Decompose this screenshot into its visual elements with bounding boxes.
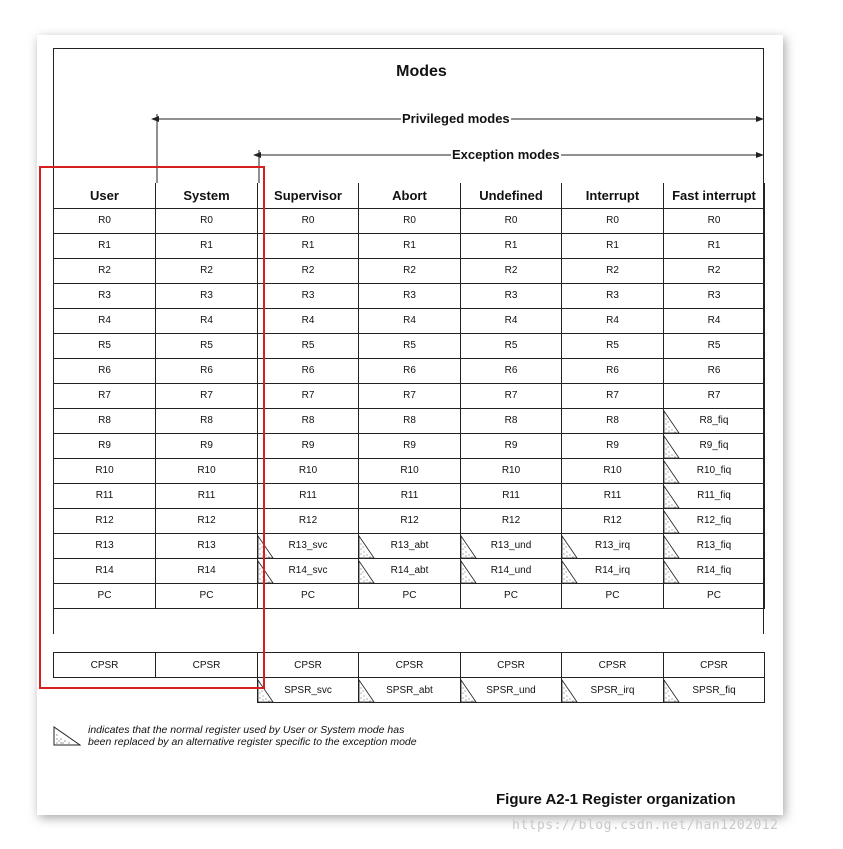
register-name: R8 xyxy=(504,415,518,426)
register-name: R8 xyxy=(606,415,619,426)
register-name: R13_irq xyxy=(594,540,631,551)
register-cell xyxy=(461,433,562,458)
legend-line-1: indicates that the normal register used by User or System mode has xyxy=(88,724,405,736)
register-cell xyxy=(359,433,461,458)
register-name: R0 xyxy=(98,215,111,226)
register-name: R7 xyxy=(200,390,213,401)
register-name: R5 xyxy=(301,340,315,351)
banked-register-marker-icon xyxy=(461,534,477,559)
register-name: R6 xyxy=(200,365,213,376)
register-cell xyxy=(359,358,461,383)
register-cell xyxy=(461,583,562,608)
register-name: R14 xyxy=(197,565,216,576)
register-name: R12_fiq xyxy=(696,515,732,526)
register-name: PC xyxy=(97,590,112,601)
register-cell xyxy=(359,258,461,283)
register-name: R14_abt xyxy=(390,565,429,576)
register-cell xyxy=(664,483,765,508)
register-name: R12 xyxy=(298,515,318,526)
register-name: R9 xyxy=(606,440,619,451)
spsr-cell xyxy=(562,678,664,703)
register-name: R13_svc xyxy=(288,540,328,551)
register-name: R12 xyxy=(400,515,419,526)
register-name: R9 xyxy=(504,440,518,451)
register-name: R8 xyxy=(301,415,315,426)
register-name: R3 xyxy=(606,290,619,301)
register-name: R14_und xyxy=(490,565,532,576)
register-name: R13_abt xyxy=(390,540,429,551)
register-name: R7 xyxy=(98,390,111,401)
register-name: R4 xyxy=(606,315,619,326)
register-cell xyxy=(461,483,562,508)
cpsr-cell: CPSR xyxy=(156,653,258,678)
register-name: R4 xyxy=(98,315,111,326)
banked-register-marker-icon xyxy=(562,534,578,559)
register-name: R10 xyxy=(95,465,114,476)
register-cell xyxy=(664,333,765,358)
register-cell xyxy=(461,558,562,583)
register-name: R0 xyxy=(301,215,315,226)
spsr-name: SPSR_svc xyxy=(284,684,332,696)
register-cell xyxy=(461,208,562,233)
register-name: R10 xyxy=(298,465,318,476)
register-name: PC xyxy=(402,590,417,601)
column-header-supervisor: Supervisor xyxy=(258,183,359,208)
register-name: R1 xyxy=(200,240,213,251)
diagram-title: Modes xyxy=(396,63,447,80)
register-name: PC xyxy=(707,590,721,601)
banked-register-marker-icon xyxy=(461,678,477,703)
register-name: R12 xyxy=(95,515,114,526)
register-cell xyxy=(461,258,562,283)
cpsr-cell: CPSR xyxy=(664,653,765,678)
register-name: R3 xyxy=(200,290,213,301)
register-name: R11 xyxy=(197,490,216,501)
register-name: R12 xyxy=(501,515,521,526)
register-name: R13 xyxy=(95,540,114,551)
register-name: R3 xyxy=(403,290,416,301)
column-header-undefined: Undefined xyxy=(461,183,562,208)
register-name: R11 xyxy=(502,490,520,501)
register-name: R7 xyxy=(606,390,619,401)
register-name: R8 xyxy=(98,415,111,426)
register-name: R0 xyxy=(403,215,416,226)
register-cell xyxy=(664,308,765,333)
register-cell xyxy=(562,583,664,608)
register-name: R6 xyxy=(301,365,315,376)
register-name: R13_und xyxy=(490,540,532,551)
register-name: R4 xyxy=(301,315,315,326)
register-name: R9 xyxy=(301,440,315,451)
register-cell xyxy=(461,283,562,308)
register-name: R14_svc xyxy=(288,565,328,576)
register-cell xyxy=(258,433,359,458)
register-cell xyxy=(664,258,765,283)
register-cell xyxy=(664,533,765,558)
register-name: R10 xyxy=(400,465,419,476)
spsr-cell xyxy=(258,678,359,703)
register-cell xyxy=(562,358,664,383)
register-cell xyxy=(359,233,461,258)
register-name: R3 xyxy=(98,290,111,301)
register-cell xyxy=(664,283,765,308)
banked-register-marker-icon xyxy=(562,559,578,584)
register-name: R7 xyxy=(504,390,518,401)
register-cell xyxy=(359,483,461,508)
register-name: R11 xyxy=(95,490,114,501)
register-cell xyxy=(562,433,664,458)
register-cell xyxy=(664,408,765,433)
register-cell xyxy=(258,408,359,433)
register-name: R1 xyxy=(707,240,721,251)
register-name: R11_fiq xyxy=(697,490,731,501)
banked-register-marker-icon xyxy=(664,459,680,484)
register-name: R0 xyxy=(504,215,518,226)
register-cell xyxy=(562,283,664,308)
banked-register-marker-icon xyxy=(664,434,680,459)
register-cell xyxy=(359,508,461,533)
register-cell xyxy=(258,508,359,533)
register-name: R7 xyxy=(707,390,721,401)
register-name: R4 xyxy=(403,315,416,326)
register-name: R1 xyxy=(504,240,518,251)
register-cell xyxy=(359,308,461,333)
register-cell xyxy=(664,358,765,383)
banked-register-marker-icon xyxy=(664,409,680,434)
legend-line-2: been replaced by an alternative register specific to the exception mode xyxy=(88,736,417,748)
register-cell xyxy=(258,483,359,508)
register-cell xyxy=(258,308,359,333)
register-name: R3 xyxy=(504,290,518,301)
register-name: R2 xyxy=(98,265,111,276)
banked-register-marker-icon xyxy=(664,509,680,534)
register-cell xyxy=(258,258,359,283)
spsr-cell xyxy=(461,678,562,703)
exception-modes-label: Exception modes xyxy=(452,147,560,162)
register-cell xyxy=(258,533,359,558)
register-cell xyxy=(258,283,359,308)
register-name: R6 xyxy=(606,365,619,376)
register-cell xyxy=(664,583,765,608)
register-cell xyxy=(461,233,562,258)
register-name: R1 xyxy=(606,240,619,251)
register-cell xyxy=(562,483,664,508)
cpsr-cell: CPSR xyxy=(54,653,156,678)
register-cell xyxy=(562,558,664,583)
banked-register-marker-icon xyxy=(664,484,680,509)
register-cell xyxy=(562,258,664,283)
banked-register-legend-icon xyxy=(53,726,81,746)
register-cell xyxy=(461,308,562,333)
register-name: R5 xyxy=(606,340,619,351)
user-system-highlight-box xyxy=(39,166,265,689)
register-name: R0 xyxy=(707,215,721,226)
register-cell xyxy=(258,383,359,408)
banked-register-marker-icon xyxy=(359,678,375,703)
register-cell xyxy=(562,333,664,358)
privileged-modes-label: Privileged modes xyxy=(402,111,510,126)
figure-caption: Figure A2-1 Register organization xyxy=(496,791,736,808)
register-name: R13_fiq xyxy=(696,540,732,551)
register-name: R9 xyxy=(200,440,213,451)
banked-register-marker-icon xyxy=(461,559,477,584)
register-name: R7 xyxy=(403,390,416,401)
register-cell xyxy=(258,333,359,358)
register-name: R0 xyxy=(200,215,213,226)
spsr-name: SPSR_fiq xyxy=(692,684,736,696)
register-name: R5 xyxy=(504,340,518,351)
register-name: R1 xyxy=(301,240,315,251)
register-name: R6 xyxy=(504,365,518,376)
register-cell xyxy=(664,458,765,483)
register-name: R9 xyxy=(403,440,416,451)
register-name: R10 xyxy=(197,465,216,476)
spsr-name: SPSR_abt xyxy=(386,684,433,696)
register-name: R9_fiq xyxy=(699,440,729,451)
cpsr-cell: CPSR xyxy=(359,653,461,678)
register-cell xyxy=(461,458,562,483)
banked-register-marker-icon xyxy=(664,559,680,584)
register-name: R3 xyxy=(707,290,721,301)
register-name: R10 xyxy=(603,465,622,476)
register-name: R9 xyxy=(98,440,111,451)
register-name: R1 xyxy=(98,240,111,251)
watermark: https://blog.csdn.net/han1202012 xyxy=(512,818,779,833)
column-header-fast-interrupt: Fast interrupt xyxy=(664,183,765,208)
column-header-abort: Abort xyxy=(359,183,461,208)
register-cell xyxy=(258,583,359,608)
cpsr-cell: CPSR xyxy=(461,653,562,678)
register-name: PC xyxy=(199,590,214,601)
register-cell xyxy=(359,208,461,233)
register-cell xyxy=(562,233,664,258)
register-cell xyxy=(359,458,461,483)
register-name: R8_fiq xyxy=(699,415,729,426)
register-cell xyxy=(562,508,664,533)
register-name: R6 xyxy=(98,365,111,376)
register-name: R8 xyxy=(200,415,213,426)
column-header-system: System xyxy=(156,183,258,208)
register-cell xyxy=(664,508,765,533)
register-cell xyxy=(258,208,359,233)
spsr-name: SPSR_irq xyxy=(590,684,635,696)
register-name: PC xyxy=(301,590,315,601)
register-cell xyxy=(258,558,359,583)
column-header-interrupt: Interrupt xyxy=(562,183,664,208)
banked-register-marker-icon xyxy=(359,559,375,584)
register-name: PC xyxy=(504,590,518,601)
register-cell xyxy=(258,458,359,483)
register-name: R8 xyxy=(403,415,416,426)
register-name: R10 xyxy=(501,465,521,476)
register-name: R2 xyxy=(707,265,721,276)
legend-text xyxy=(88,724,417,748)
register-name: R12 xyxy=(197,515,216,526)
register-cell xyxy=(461,383,562,408)
register-cell xyxy=(461,358,562,383)
register-cell xyxy=(359,333,461,358)
register-cell xyxy=(359,383,461,408)
register-name: R2 xyxy=(504,265,518,276)
register-name: R14_fiq xyxy=(696,565,732,576)
register-name: R11 xyxy=(299,490,317,501)
register-cell xyxy=(359,408,461,433)
register-name: R2 xyxy=(200,265,213,276)
register-cell xyxy=(664,558,765,583)
register-cell xyxy=(562,208,664,233)
register-cell xyxy=(461,333,562,358)
banked-register-marker-icon xyxy=(664,678,680,703)
register-name: R5 xyxy=(98,340,111,351)
register-cell xyxy=(664,383,765,408)
register-name: R6 xyxy=(707,365,721,376)
register-name: R13 xyxy=(197,540,216,551)
register-name: R4 xyxy=(200,315,213,326)
register-cell xyxy=(664,208,765,233)
register-name: R1 xyxy=(403,240,416,251)
register-cell xyxy=(664,233,765,258)
spsr-cell xyxy=(664,678,765,703)
register-name: R10_fiq xyxy=(696,465,732,476)
banked-register-marker-icon xyxy=(359,534,375,559)
register-name: R5 xyxy=(200,340,213,351)
column-header-user: User xyxy=(54,183,156,208)
register-cell xyxy=(562,383,664,408)
register-name: R6 xyxy=(403,365,416,376)
cpsr-cell: CPSR xyxy=(562,653,664,678)
register-cell xyxy=(562,458,664,483)
register-name: R2 xyxy=(403,265,416,276)
spsr-name: SPSR_und xyxy=(486,684,536,696)
register-cell xyxy=(562,533,664,558)
register-cell xyxy=(562,308,664,333)
register-name: R11 xyxy=(603,490,622,501)
register-name: R5 xyxy=(707,340,721,351)
register-cell xyxy=(359,533,461,558)
register-cell xyxy=(258,233,359,258)
register-cell xyxy=(461,408,562,433)
register-name: R14_irq xyxy=(594,565,631,576)
register-name: R11 xyxy=(400,490,419,501)
register-cell xyxy=(359,558,461,583)
banked-register-marker-icon xyxy=(562,678,578,703)
register-cell xyxy=(359,283,461,308)
register-cell xyxy=(461,508,562,533)
register-name: R0 xyxy=(606,215,619,226)
register-name: PC xyxy=(605,590,620,601)
register-name: R7 xyxy=(301,390,315,401)
register-name: R5 xyxy=(403,340,416,351)
register-cell xyxy=(359,583,461,608)
register-name: R12 xyxy=(603,515,622,526)
banked-register-marker-icon xyxy=(664,534,680,559)
register-name: R14 xyxy=(95,565,114,576)
register-cell xyxy=(664,433,765,458)
register-name: R4 xyxy=(707,315,721,326)
register-name: R4 xyxy=(504,315,518,326)
register-cell xyxy=(258,358,359,383)
register-cell xyxy=(461,533,562,558)
cpsr-cell: CPSR xyxy=(258,653,359,678)
register-name: R2 xyxy=(301,265,315,276)
spsr-cell xyxy=(359,678,461,703)
register-name: R3 xyxy=(301,290,315,301)
register-name: R2 xyxy=(606,265,619,276)
register-cell xyxy=(562,408,664,433)
